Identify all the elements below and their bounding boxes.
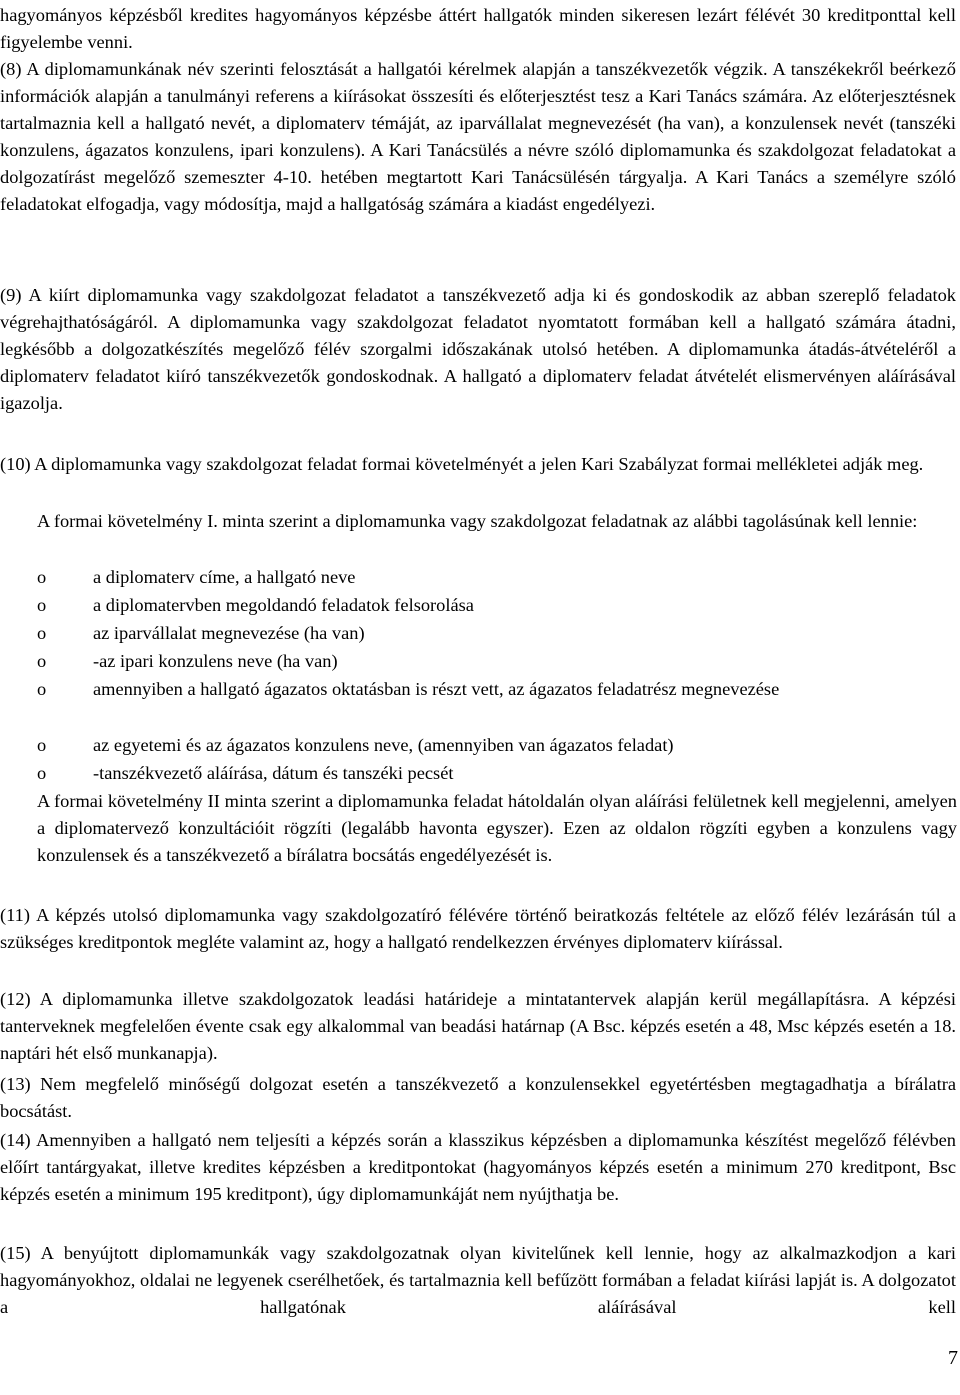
list-item-text: a diplomatervben megoldandó feladatok felsorolása [93, 595, 474, 615]
list-item-text: a diplomaterv címe, a hallgató neve [93, 567, 356, 587]
list-bullet: o [37, 679, 47, 699]
list-item-text: az iparvállalat megnevezése (ha van) [93, 623, 365, 643]
paragraph-11: (11) A képzés utolsó diplomamunka vagy szakdolgozatíró félévére történő beiratkozás feltétele az előző félév lezárásán túl a szükséges kreditpontok megléte valamint az, hogy a hallgató rendelkezzen érvényes diplomaterv kiírással. [0, 905, 956, 953]
page-number: 7 [948, 1347, 958, 1369]
list-bullet: o [37, 567, 47, 587]
paragraph-10-form-ii: A formai követelmény II minta szerint a diplomamunka feladat hátoldalán olyan aláírási felületnek kell megjelenni, amelyen a diplomatervező konzultációit rögzíti (legalább havonta egyszer). Ezen az oldalon rögzíti egyben a konzulens vagy konzulensek és a tanszékvezető a bírálatra bocsátás engedélyezését is. [37, 791, 957, 866]
list-bullet: o [37, 595, 47, 615]
list-bullet: o [37, 763, 47, 783]
paragraph-15: (15) A benyújtott diplomamunkák vagy szakdolgozatnak olyan kivitelűnek kell lennie, hogy az alkalmazkodjon a kari hagyományokhoz, oldalai ne legyenek cserélhetőek, és tartalmaznia kell befűzött formában a feladat kiírási lapját is. A dolgozatot a hallgatónak aláírásával kell [0, 1243, 956, 1318]
paragraph-12: (12) A diplomamunka illetve szakdolgozatok leadási határideje a mintatantervek alapján kerül megállapításra. A képzési tanterveknek megfelelően évente csak egy alkalommal van beadási határnap (A Bsc. képzés esetén a 48, Msc képzés esetén a 18. naptári hét első munkanapja). [0, 989, 956, 1064]
list-item-text: -az ipari konzulens neve (ha van) [93, 651, 338, 671]
paragraph-9: (9) A kiírt diplomamunka vagy szakdolgozat feladatot a tanszékvezető adja ki és gondoskodik az abban szereplő feladatok végrehajthatóságáról. A diplomamunka vagy szakdolgozat feladatot nyomtatott formában kell a hallgató számára átadni, legkésőbb a dolgozatkészítés megelőző félév szorgalmi időszakának utolsó hetében. A diplomamunka átadás-átvételéről a diplomaterv feladatot kiíró tanszékvezetők gondoskodnak. A hallgató a diplomaterv feladat átvételét elismervényen aláírásával igazolja. [0, 285, 956, 414]
list-item-text: amennyiben a hallgató ágazatos oktatásban is részt vett, az ágazatos feladatrész megnevezése [93, 679, 780, 699]
paragraph-10: (10) A diplomamunka vagy szakdolgozat feladat formai követelményét a jelen Kari Szabályzat formai mellékletei adják meg. [0, 454, 924, 474]
paragraph-10-form-i: A formai követelmény I. minta szerint a diplomamunka vagy szakdolgozat feladatnak az alábbi tagolásúnak kell lennie: [37, 511, 918, 531]
paragraph-8: (8) A diplomamunkának név szerinti felosztását a hallgatói kérelmek alapján a tanszékvezetők végzik. A tanszékekről beérkező információk alapján a tanulmányi referens a kiírásokat összesíti és előterjesztést tesz a Kari Tanács számára. Az előterjesztésnek tartalmaznia kell a hallgató nevét, a diplomaterv témáját, az iparvállalat megnevezését (ha van), a konzulensek nevét (tanszéki konzulens, ágazatos konzulens, ipari konzulens). A Kari Tanácsülés a névre szóló diplomamunka és szakdolgozat feladatokat a dolgozatírást megelőző szemeszter 4-10. hetében megtartott Kari Tanácsülésén tárgyalja. A Kari Tanács a személyre szóló feladatokat elfogadja, vagy módosítja, majd a hallgatóság számára a kiadást engedélyezi. [0, 59, 956, 215]
list-item-text: -tanszékvezető aláírása, dátum és tanszéki pecsét [93, 763, 454, 783]
list-bullet: o [37, 735, 47, 755]
paragraph-14: (14) Amennyiben a hallgató nem teljesíti a képzés során a klasszikus képzésben a diplomamunka készítést megelőző félévben előírt tantárgyakat, illetve kredites képzésben a kreditpontokat (hagyományos képzés esetén a minimum 270 kreditpont, Bsc képzés esetén a minimum 195 kreditpont), úgy diplomamunkáját nem nyújthatja be. [0, 1130, 956, 1205]
list-item-text: az egyetemi és az ágazatos konzulens neve, (amennyiben van ágazatos feladat) [93, 735, 674, 755]
paragraph-13: (13) Nem megfelelő minőségű dolgozat esetén a tanszékvezető a konzulensekkel egyetértésben megtagadhatja a bírálatra bocsátást. [0, 1074, 956, 1122]
list-bullet: o [37, 651, 47, 671]
list-bullet: o [37, 623, 47, 643]
paragraph-continuation: hagyományos képzésből kredites hagyományos képzésbe áttért hallgatók minden sikeresen lezárt félévét 30 kreditponttal kell figyelembe venni. [0, 5, 956, 53]
